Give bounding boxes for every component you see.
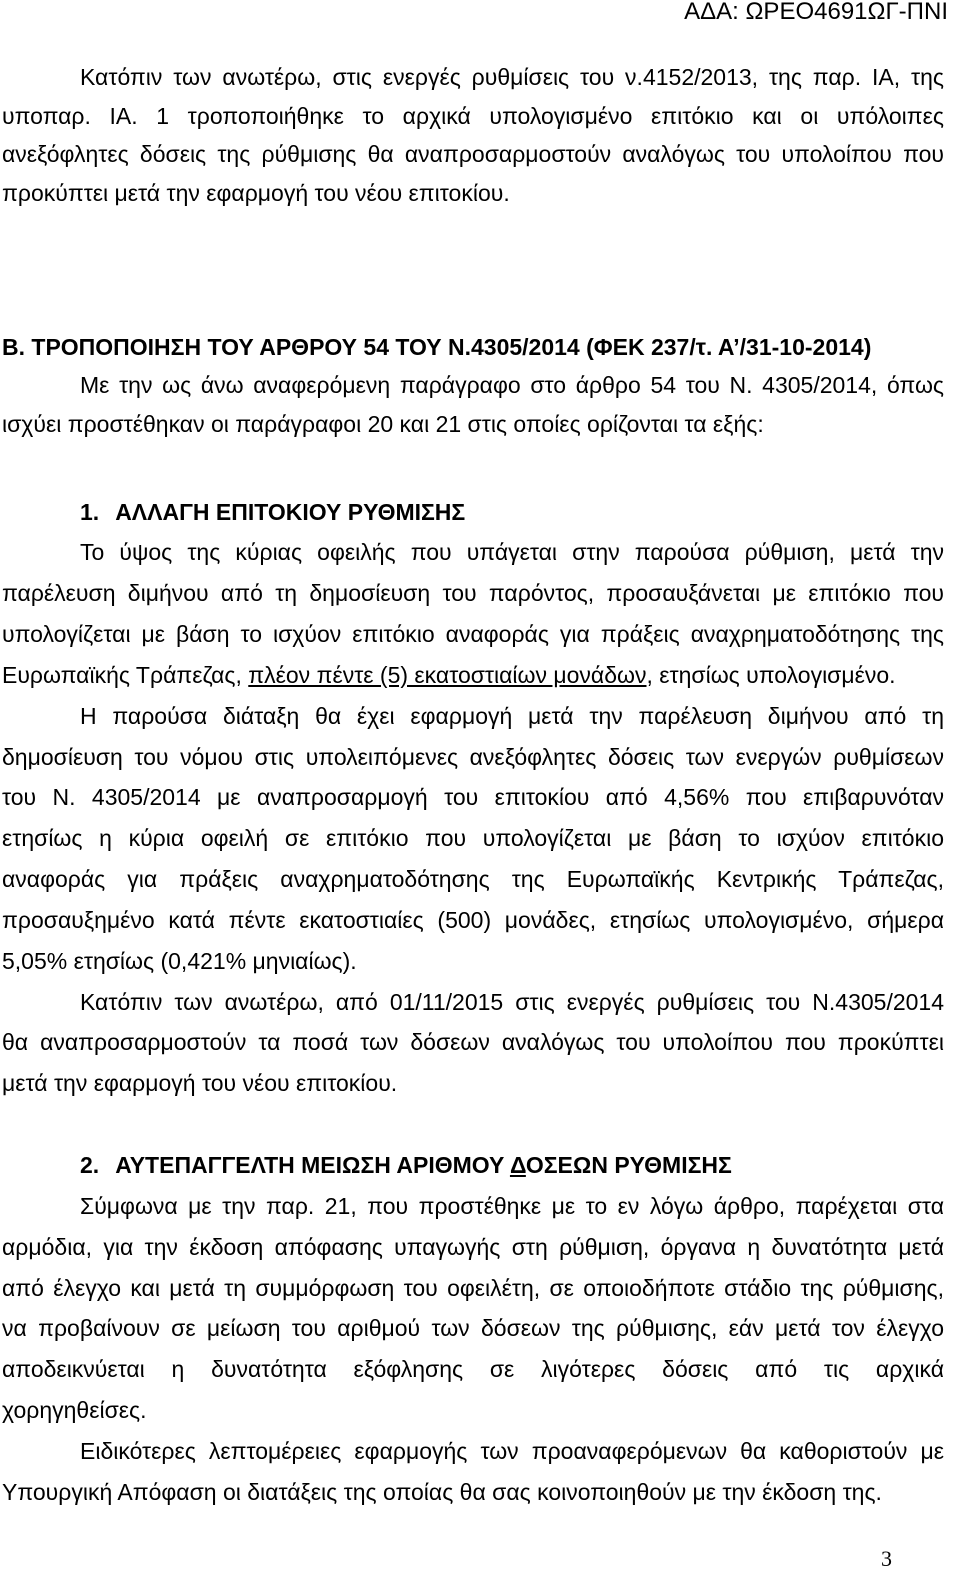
text-line [2, 655, 944, 696]
section-b [2, 328, 944, 444]
text-line: Το ύψος της κύριας οφειλής που υπάγεται στην παρούσα ρύθμιση, μετά την [80, 539, 944, 566]
paragraph [2, 1186, 944, 1431]
item-2-section [2, 1145, 944, 1513]
text-line: ισχύει προστέθηκαν οι παράγραφοι 20 και 21 στις οποίες ορίζονται τα εξής: [2, 410, 764, 437]
text-line: αρμόδια, για την έκδοση απόφασης υπαγωγής στη ρύθμιση, όργανα η δυνατότητα μετά [2, 1233, 944, 1260]
text-line: Η παρούσα διάταξη θα έχει εφαρμογή μετά την παρέλευση διμήνου από τη [80, 702, 944, 729]
title-segment: ΟΣΕΩΝ ΡΥΘΜΙΣΗΣ [525, 1152, 732, 1178]
text-line: Υπουργική Απόφαση οι διατάξεις της οποίας θα σας κοινοποιηθούν με την έκδοση της. [2, 1478, 882, 1505]
paragraph [2, 696, 944, 982]
ada-code: ΑΔΑ: ΩΡΕΟ4691ΩΓ-ΠΝΙ [684, 0, 948, 25]
item-1-heading [2, 492, 944, 533]
document-body [2, 58, 944, 1513]
text-line: ετησίως η κύρια οφειλή σε επιτόκιο που υπολογίζεται με βάση το ισχύον επιτόκιο [2, 825, 944, 852]
item-number: 1. [80, 498, 100, 525]
text-line: 5,05% ετησίως (0,421% μηνιαίως). [2, 947, 357, 974]
text-line: παρέλευση διμήνου από τη δημοσίευση του παρόντος, προσαυξάνεται με επιτόκιο που [2, 580, 944, 607]
underlined-text: Δ [509, 1152, 526, 1178]
text-line: θα αναπροσαρμοστούν τα ποσά των δόσεων αναλόγως του υπολοίπου που προκύπτει [2, 1029, 944, 1056]
intro-paragraph [2, 58, 944, 212]
text-line: Κατόπιν των ανωτέρω, στις ενεργές ρυθμίσεις του ν.4152/2013, της παρ. ΙΑ, της [80, 64, 944, 90]
text-line: Ειδικότερες λεπτομέρειες εφαρμογής των προαναφερόμενων θα καθοριστούν με [80, 1437, 944, 1464]
text-segment: Ευρωπαϊκής Τράπεζας, [2, 661, 249, 688]
page-number: 3 [881, 1546, 892, 1571]
text-line: υπολογίζεται με βάση το ισχύον επιτόκιο αναφοράς για πράξεις αναχρηματοδότησης της [2, 621, 944, 648]
paragraph [2, 982, 944, 1105]
item-title: ΑΛΛΑΓΗ ΕΠΙΤΟΚΙΟΥ ΡΥΘΜΙΣΗΣ [115, 498, 466, 525]
paragraph [2, 1431, 944, 1513]
paragraph [2, 532, 944, 695]
text-line: Κατόπιν των ανωτέρω, από 01/11/2015 στις ενεργές ρυθμίσεις του Ν.4305/2014 [80, 988, 944, 1015]
text-line: αποδεικνύεται η δυνατότητα εξόφλησης σε λιγότερες δόσεις από τις αρχικά [2, 1356, 944, 1383]
underlined-text: πλέον πέντε (5) εκατοστιαίων μονάδων [248, 661, 647, 688]
text-line: ανεξόφλητες δόσεις της ρύθμισης θα αναπροσαρμοστούν αναλόγως του υπολοίπου που [2, 141, 944, 167]
item-title [115, 1152, 732, 1178]
text-line: από έλεγχο και μετά τη συμμόρφωση του οφειλέτη, σε οποιοδήποτε στάδιο της ρύθμισης, [2, 1274, 944, 1301]
text-line: Σύμφωνα με την παρ. 21, που προστέθηκε με το εν λόγω άρθρο, παρέχεται στα [80, 1192, 944, 1219]
text-line: δημοσίευση του νόμου στις υπολειπόμενες ανεξόφλητες δόσεις των ενεργών ρυθμίσεων [2, 743, 944, 770]
title-segment: ΑΥΤΕΠΑΓΓΕΛΤΗ ΜΕΙΩΣΗ ΑΡΙΘΜΟΥ [115, 1152, 510, 1178]
item-2-heading [2, 1145, 944, 1186]
item-number: 2. [80, 1152, 100, 1178]
text-line: υποπαρ. ΙΑ. 1 τροποποιήθηκε το αρχικά υπολογισμένο επιτόκιο και οι υπόλοιπες [2, 102, 944, 129]
text-line: αναφοράς για πράξεις αναχρηματοδότησης της Ευρωπαϊκής Κεντρικής Τράπεζας, [2, 866, 944, 893]
text-line: του Ν. 4305/2014 με αναπροσαρμογή του επιτοκίου από 4,56% που επιβαρυνόταν [2, 784, 944, 811]
text-segment: , ετησίως υπολογισμένο. [646, 661, 896, 688]
section-b-heading: Β. ΤΡΟΠΟΠΟΙΗΣΗ ΤΟΥ ΑΡΘΡΟΥ 54 ΤΟΥ Ν.4305/2014 (ΦΕΚ 237/τ. Α’/31-10-2014) [2, 333, 872, 360]
text-line: μετά την εφαρμογή του νέου επιτοκίου. [2, 1070, 398, 1097]
item-1-section [2, 492, 944, 1105]
text-line: προσαυξημένο κατά πέντε εκατοστιαίες (500) μονάδες, ετησίως υπολογισμένο, σήμερα [2, 906, 944, 933]
text-line: προκύπτει μετά την εφαρμογή του νέου επιτοκίου. [2, 179, 510, 206]
text-line: να προβαίνουν σε μείωση του αριθμού των δόσεων της ρύθμισης, εάν μετά τον έλεγχο [2, 1315, 944, 1342]
text-line: χορηγηθείσες. [2, 1397, 147, 1424]
text-line: Με την ως άνω αναφερόμενη παράγραφο στο άρθρο 54 του Ν. 4305/2014, όπως [80, 372, 944, 398]
